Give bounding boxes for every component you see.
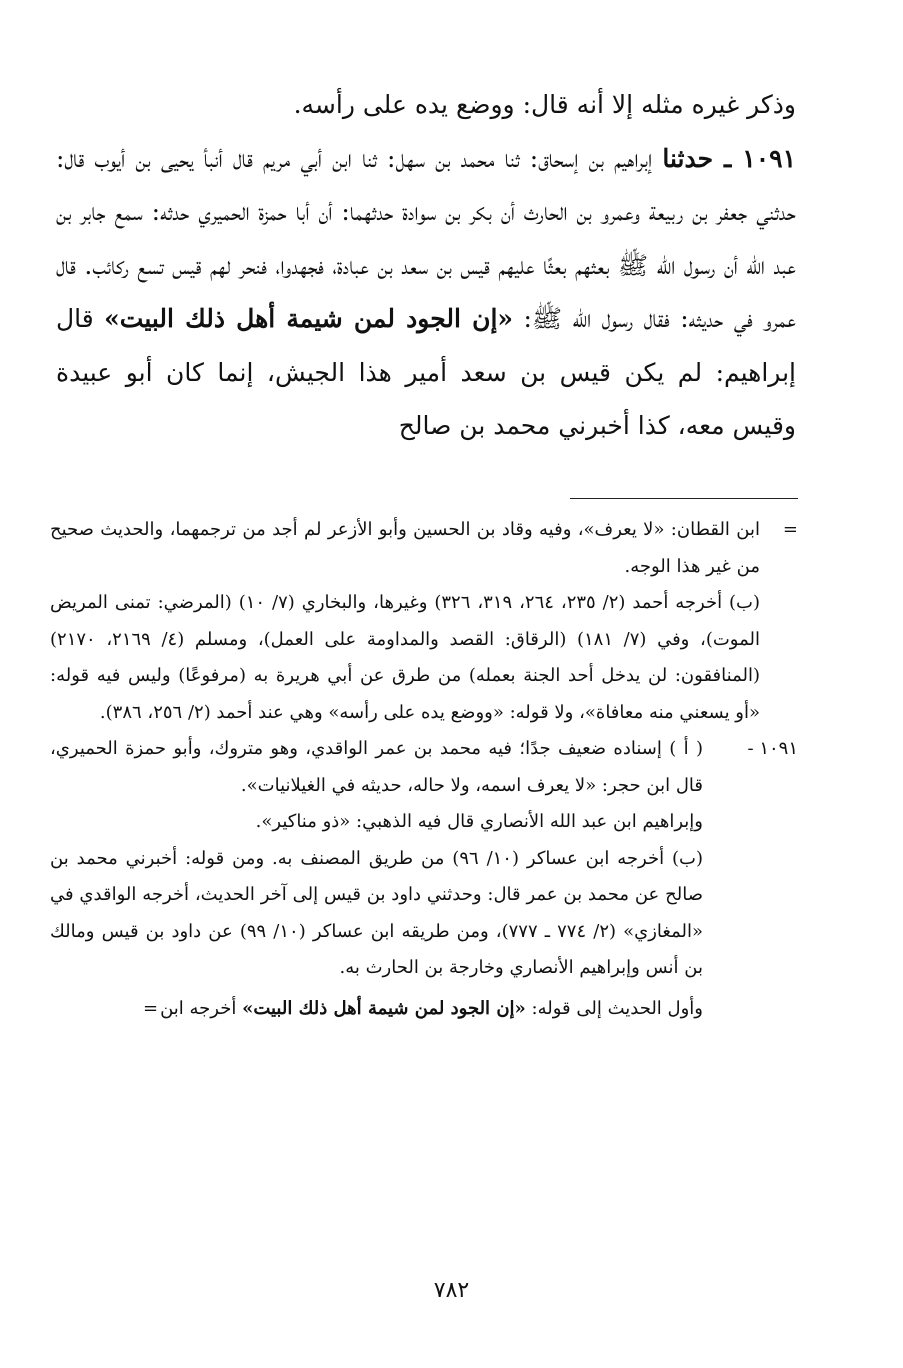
page-number: ٧٨٢ [433, 1278, 470, 1303]
footnote-1091-a-text: ( أ ) إسناده ضعيف جدًا؛ فيه محمد بن عمر الواقدي، وهو متروك، وأبو حمزة الحميري، قال ابن حجر: «لا يعرف اسمه، ولا حاله، حديثه في الغيلانيات». [50, 738, 703, 796]
last-line-quote: «إن الجود لمن شيمة أهل ذلك البيت» [242, 997, 526, 1019]
footnote-1091-a [50, 731, 798, 804]
hadith-text-part-1: إبراهيم بن إسحاق: ثنا محمد بن سهل: ثنا ابن أبي مريم قال أنبأ يحيى بن أيوب قال: حدثني جعفر بن ربيعة وعمرو بن الحارث أن بكر بن سوادة حدثهما: أن أبا حمزة الحميري حدثه: سمع جابر بن عبد الله أن رسول الله ﷺ بعثهم بعثًا عليهم قيس بن سعد بن عبادة، فجهدوا، فنحر لهم قيس تسع ركائب. قال عمرو في حديثه: فقال رسول الله ﷺ: [56, 143, 796, 333]
footnote-last-line [50, 991, 798, 1028]
footnote-b-previous: (ب) أخرجه أحمد (٢/ ٢٣٥، ٢٦٤، ٣١٩، ٣٢٦) وغيرها، والبخاري (٧/ ١٠) (المرضي: تمنى المريض الموت)، وفي (٧/ ١٨١) (الرقاق: القصد والمداومة على العمل)، ومسلم (٤/ ٢١٦٩، ٢١٧٠) (المنافقون: لن يدخل أحد الجنة بعمله) من طرق عن أبي هريرة به (مرفوعًا) وليس فيه قوله: «أو يسعني منه معافاة»، ولا قوله: «ووضع يده على رأسه» وهي عند أحمد (٢/ ٢٥٦، ٣٨٦). [50, 592, 761, 723]
footnote-1091-b: (ب) أخرجه ابن عساكر (١٠/ ٩٦) من طريق المصنف به. ومن قوله: أخبرني محمد بن صالح عن محمد بن عمر قال: وحدثني داود بن قيس إلى آخر الحديث، أخرجه الواقدي في «المغازي» (٢/ ٧٧٤ ـ ٧٧٧)، ومن طريقه ابن عساكر (١٠/ ٩٩) عن داود بن قيس ومالك بن أنس وإبراهيم الأنصاري وخارجة بن الحارث به. [50, 847, 704, 978]
continuation-text: ابن القطان: «لا يعرف»، وفيه وقاد بن الحسين وأبو الأزعر لم أجد من ترجمهما، والحديث صحيح من غير هذا الوجه. [50, 519, 760, 577]
footnote-number: ١٠٩١ - [747, 738, 798, 759]
hadith-number: ١٠٩١ ـ حدثنا [662, 143, 796, 173]
continuation-marker-end: = [142, 997, 159, 1019]
footnote-continuation [50, 512, 798, 585]
continuation-marker: = [782, 519, 798, 540]
footnotes [50, 512, 798, 1027]
footnote-separator [570, 498, 798, 499]
last-line-text-2: أخرجه ابن [160, 997, 243, 1019]
hadith-quote: «إن الجود لمن شيمة أهل ذلك البيت» [104, 304, 514, 333]
opening-line: وذكر غيره مثله إلا أنه قال: ووضع يده على رأسه. [293, 90, 796, 119]
hadith-text-part-2: قال إبراهيم: لم يكن قيس بن سعد أمير هذا الجيش، إنما كان أبو عبيدة وقيس معه، كذا أخبرني محمد بن صالح [56, 304, 796, 440]
hadith-1091 [56, 132, 796, 453]
footnote-1091-a-continued: وإبراهيم ابن عبد الله الأنصاري قال فيه الذهبي: «ذو مناكير». [255, 811, 703, 832]
main-text [56, 78, 796, 453]
last-line-text-1: وأول الحديث إلى قوله: [525, 997, 703, 1019]
